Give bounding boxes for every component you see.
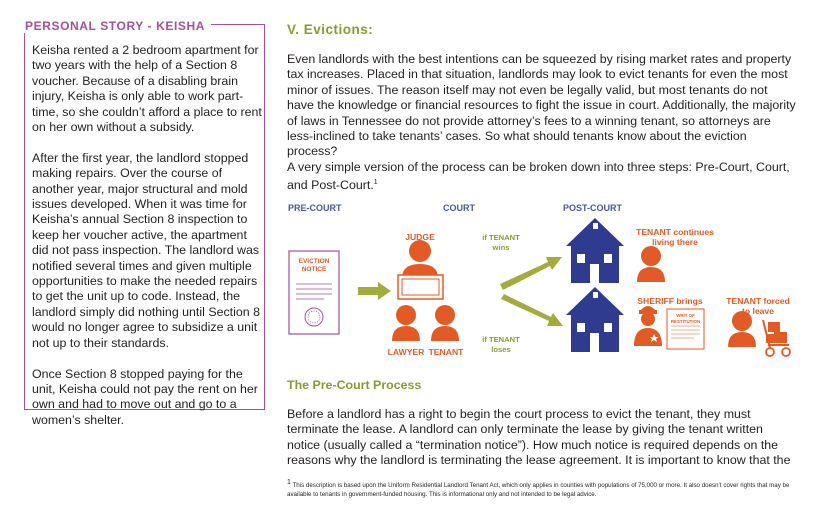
pre-court-paragraph: Before a landlord has a right to begin the court process to evict the tenant, they must terminate the lease. A landlord can only terminate the lease by giving the tenant written notice (usually called a “termination notice”). How much notice is required depends on the reasons why the landlord is terminating the lease agreement. It is important to know that the <box>287 407 791 468</box>
writ-line2: RESTITUTION <box>670 318 701 324</box>
tenant-continues-icon <box>637 246 665 282</box>
story-paragraph-3: Once Section 8 stopped paying for the unit, Keisha could not pay the rent on her own and had to move out and go to a women’s shelter. <box>32 366 258 427</box>
if-tenant-wins-label <box>476 233 526 253</box>
if-loses-line1: if TENANT <box>482 335 520 344</box>
tenant-continues-line2: living there <box>652 237 698 247</box>
house-top-icon <box>566 218 624 283</box>
court-label: COURT <box>443 203 475 213</box>
if-loses-line2: loses <box>491 345 511 354</box>
tenant-forced-label <box>720 296 796 316</box>
footnote-number: 1 <box>287 479 291 486</box>
tenant-continues-line1: TENANT continues <box>636 227 714 237</box>
story-paragraph-1: Keisha rented a 2 bedroom apartment for two years with the help of a Section 8 voucher. Because of a disabling brain injury, Keisha is only able to work part-time, so she couldn’t afford a place to rent on her own without a subsidy. <box>32 43 262 135</box>
judge-icon <box>398 240 443 299</box>
footnote <box>287 478 797 499</box>
house-bottom-icon <box>566 287 624 352</box>
post-court-label: POST-COURT <box>563 203 623 213</box>
process-paragraph <box>287 160 797 194</box>
section-heading: V. Evictions: <box>287 22 374 37</box>
footnote-ref: 1 <box>373 179 378 187</box>
tenant-forced-icon <box>728 311 756 347</box>
court-tenant-icon <box>431 305 459 341</box>
judge-label: JUDGE <box>405 232 435 242</box>
personal-story-text <box>32 43 264 444</box>
personal-story-title: PERSONAL STORY - KEISHA <box>22 19 211 33</box>
intro-paragraph: Even landlords with the best intentions can be squeezed by rising market rates and property tax increases. Placed in that situation, landlords may look to evict tenants for even the most minor of issues. The reason itself may not even be legally valid, but most tenants do not have the knowledge or financial resources to fight the issue in court. Additionally, the majority of laws in Tennessee do not provide attorney’s fees to a winning tenant, so attorneys are less-inclined to take tenants’ cases. So what should tenants know about the eviction process? <box>287 52 796 159</box>
hand-truck-icon <box>763 320 790 356</box>
tenant-forced-line1: TENANT forced <box>726 296 790 306</box>
diagram-graphics <box>284 198 804 370</box>
lawyer-icon <box>392 305 420 341</box>
pre-court-heading: The Pre-Court Process <box>287 378 422 392</box>
lawyer-label: LAWYER <box>387 347 425 357</box>
if-wins-line1: if TENANT <box>482 233 520 242</box>
pre-court-label: PRE-COURT <box>288 203 342 213</box>
writ-label <box>667 313 704 324</box>
if-tenant-loses-label <box>476 335 526 355</box>
eviction-notice-line2: NOTICE <box>301 266 327 273</box>
eviction-notice-line1: EVICTION <box>298 258 330 265</box>
story-paragraph-2: After the first year, the landlord stopped making repairs. Over the course of another year, major structural and mold issues developed. When it was time for Keisha’s annual Section 8 inspection to keep her voucher active, the apartment did not pass inspection. The landlord was notified several times and given multiple opportunities to make the needed repairs to get the unit up to code. Instead, the landlord simply did nothing until Section 8 would no longer agree to subsidize a unit not up to their standards. <box>32 150 260 350</box>
eviction-notice-label <box>289 258 339 274</box>
personal-story-box <box>24 19 265 427</box>
if-wins-line2: wins <box>492 243 510 252</box>
process-paragraph-text: A very simple version of the process can be broken down into three steps: Pre-Court, Court, and Post-Court. <box>287 160 790 193</box>
writ-line1: WRIT OF <box>676 313 695 318</box>
tenant-continues-label <box>630 227 720 247</box>
footnote-text: This description is based upon the Uniform Residential Landlord Tenant Act, which only applies in counties with populations of 75,000 or more. It also doesn’t cover rights that may be available to tenants in government-funded housing. This is informational only and not intended to be legal advice. <box>287 482 790 499</box>
tenant-label: TENANT <box>428 347 464 357</box>
arrow-loses <box>501 294 563 326</box>
arrow-to-court <box>358 282 391 300</box>
eviction-process-diagram <box>284 198 804 370</box>
tenant-forced-line2: to leave <box>741 306 774 316</box>
sheriff-icon <box>634 306 662 346</box>
sheriff-brings-label: SHERIFF brings <box>637 296 703 306</box>
arrow-wins <box>500 257 562 290</box>
